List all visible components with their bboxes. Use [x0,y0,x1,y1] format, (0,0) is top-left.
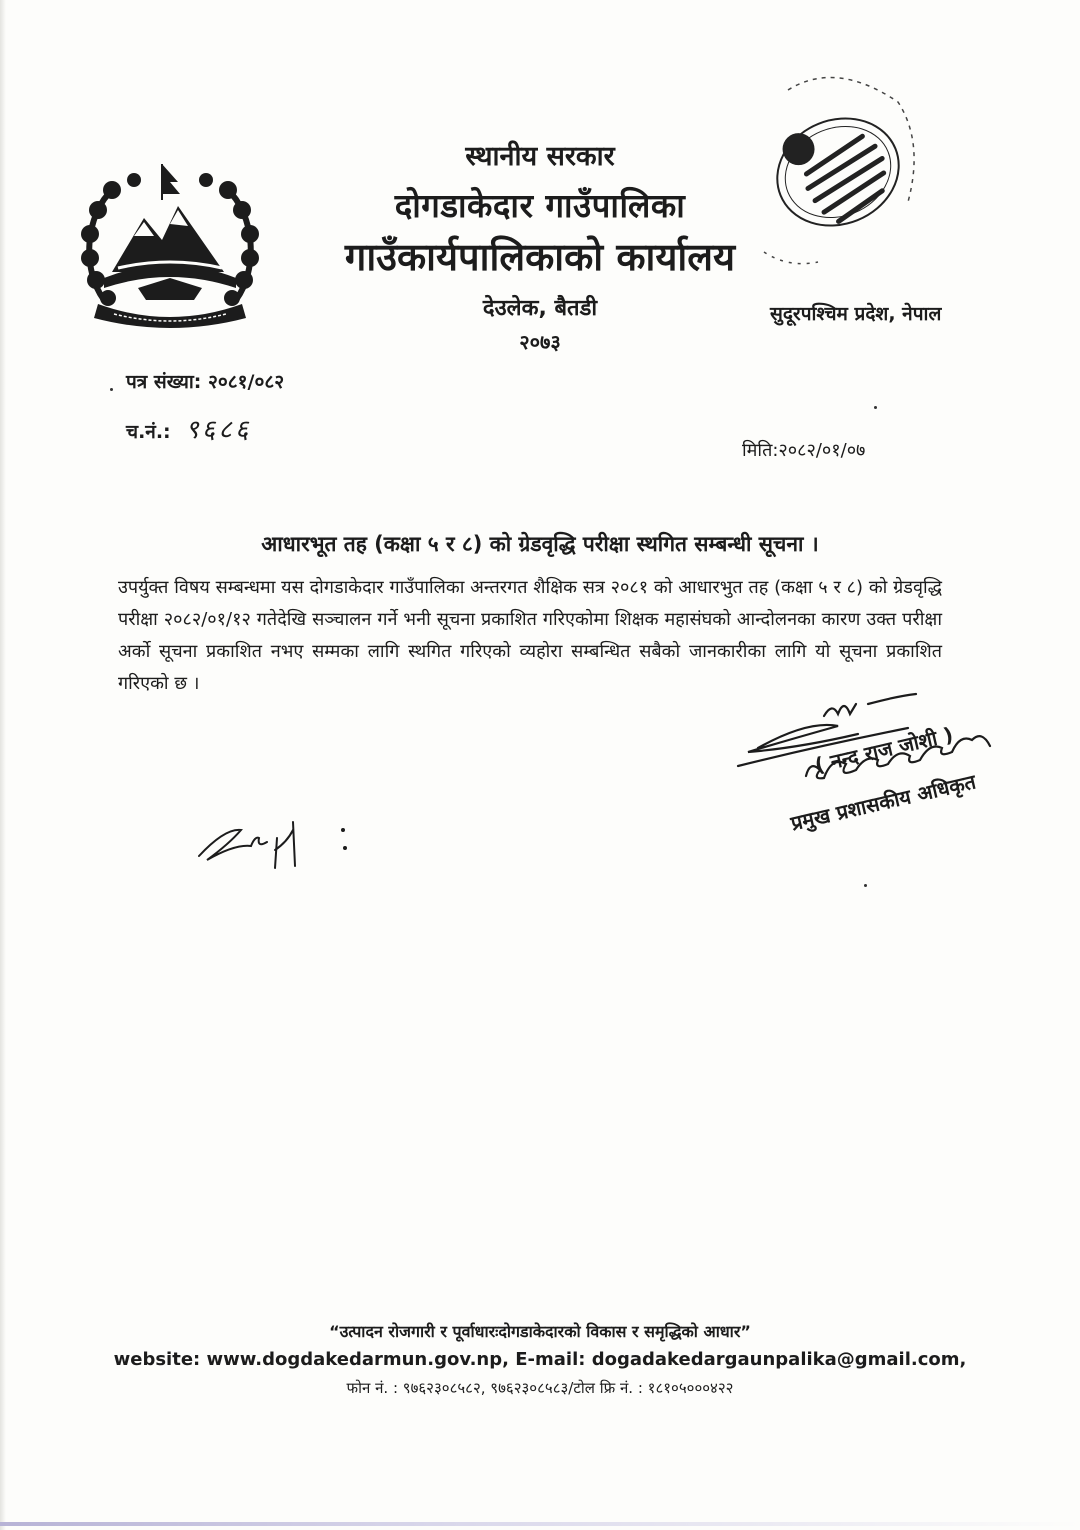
handwritten-initials [195,808,365,878]
letterhead-address: देउलेक, बैतडी [482,296,598,321]
scan-speck [864,884,867,887]
dispatch-label: च.नं.: [126,421,171,443]
footer-contact: website: www.dogdakedarmun.gov.np, E-mail: dogadakedargaunpalika@gmail.com, [113,1349,967,1370]
office-seal-stamp [748,62,924,280]
dispatch-number: ९६८६ [185,415,252,445]
nepal-emblem-icon [74,160,266,330]
notice-subject: आधारभूत तह (कक्षा ५ र ८) को ग्रेडवृद्धि परीक्षा स्थगित सम्बन्धी सूचना । [261,532,819,556]
letter-date: मिति:२०८२/०१/०७ [742,440,866,461]
letterhead-government: स्थानीय सरकार [465,141,615,172]
signatory-title: प्रमुख प्रशासकीय अधिकृत [788,769,978,836]
letterhead-established: २०७३ [519,330,561,354]
province-label: सुदूरपश्चिम प्रदेश, नेपाल [770,303,942,325]
signatory-name: ( नन्द राज जोशी ) [812,722,956,778]
scan-speck [110,388,113,391]
letterhead-municipality: दोगडाकेदार गाउँपालिका [394,186,686,225]
footer-slogan: “उत्पादन रोजगारी र पूर्वाधारःदोगडाकेदारको विकास र समृद्धिको आधार” [329,1322,751,1341]
footer-phone: फोन नं. : ९७६२३०८५८२, ९७६२३०८५८३/टोल फ्रि नं. : १८१०५०००४२२ [346,1379,734,1397]
dispatch-number-line [126,410,251,446]
notice-body: उपर्युक्त विषय सम्बन्धमा यस दोगडाकेदार गाउँपालिका अन्तरगत शैक्षिक सत्र २०८१ को आधारभुत तह (कक्षा ५ र ८) को ग्रेडवृद्धि परीक्षा २०८२/०१/१२ गतेदेखि सञ्चालन गर्ने भनी सूचना प्रकाशित गरिएकोमा शिक्षक महासंघको आन्दोलनका कारण उक्त परीक्षा अर्को सूचना प्रकाशित नभए सम्मका लागि स्थगित गरिएको व्यहोरा सम्बन्धित सबैको जानकारीका लागि यो सूचना प्रकाशित गरिएको छ । [118,577,942,694]
scan-speck [874,406,877,409]
page-edge [0,0,6,1530]
letterhead-office: गाउँकार्यपालिकाको कार्यालय [344,235,736,279]
scan-artifact-line [0,1522,1080,1526]
letter-number: पत्र संख्या: २०८१/०८२ [126,371,285,393]
